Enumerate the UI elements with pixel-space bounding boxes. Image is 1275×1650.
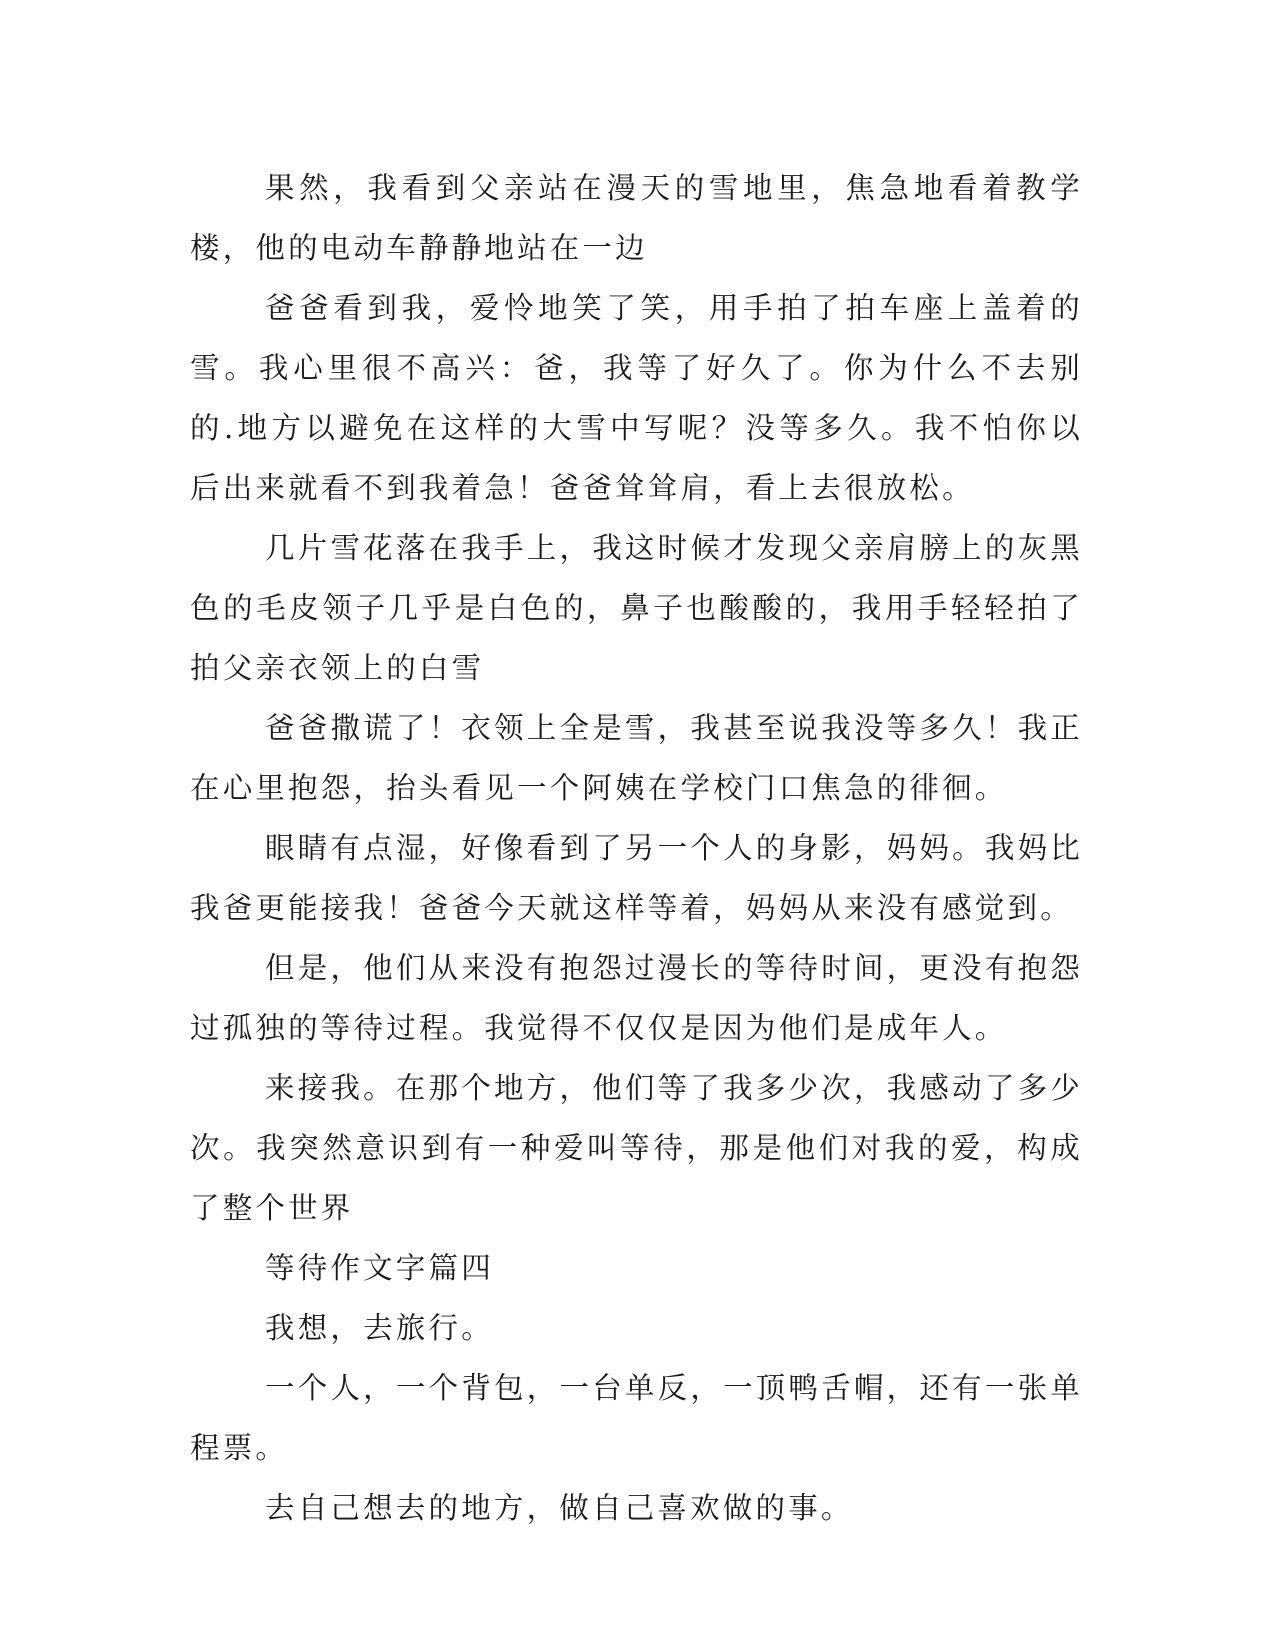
- paragraph-2: 爸爸看到我，爱怜地笑了笑，用手拍了拍车座上盖着的雪。我心里很不高兴：爸，我等了好久了。你为什么不去别的.地方以避免在这样的大雪中写呢？没等多久。我不怕你以后出来就看不到我着急！爸爸耸耸肩，看上去很放松。: [190, 291, 1083, 505]
- paragraph-6: 但是，他们从来没有抱怨过漫长的等待时间，更没有抱怨过孤独的等待过程。我觉得不仅仅是因为他们是成年人。: [190, 951, 1083, 1045]
- paragraph-3: 几片雪花落在我手上，我这时候才发现父亲肩膀上的灰黑色的毛皮领子几乎是白色的，鼻子也酸酸的，我用手轻轻拍了拍父亲衣领上的白雪: [190, 531, 1083, 685]
- section-heading: 等待作文字篇四: [265, 1251, 494, 1285]
- paragraph-7: 来接我。在那个地方，他们等了我多少次，我感动了多少次。我突然意识到有一种爱叫等待，那是他们对我的爱，构成了整个世界: [190, 1071, 1083, 1225]
- paragraph-5: 眼睛有点湿，好像看到了另一个人的身影，妈妈。我妈比我爸更能接我！爸爸今天就这样等着，妈妈从来没有感觉到。: [190, 831, 1083, 925]
- document-body: [190, 158, 1083, 1538]
- paragraph-4: 爸爸撒谎了！衣领上全是雪，我甚至说我没等多久！我正在心里抱怨，抬头看见一个阿姨在学校门口焦急的徘徊。: [190, 711, 1083, 805]
- paragraph-9: 一个人，一个背包，一台单反，一顶鸭舌帽，还有一张单程票。: [190, 1371, 1083, 1465]
- paragraph-1: 果然，我看到父亲站在漫天的雪地里，焦急地看着教学楼，他的电动车静静地站在一边: [190, 171, 1083, 265]
- paragraph-10: 去自己想去的地方，做自己喜欢做的事。: [265, 1491, 854, 1525]
- paragraph-8: 我想，去旅行。: [265, 1311, 494, 1345]
